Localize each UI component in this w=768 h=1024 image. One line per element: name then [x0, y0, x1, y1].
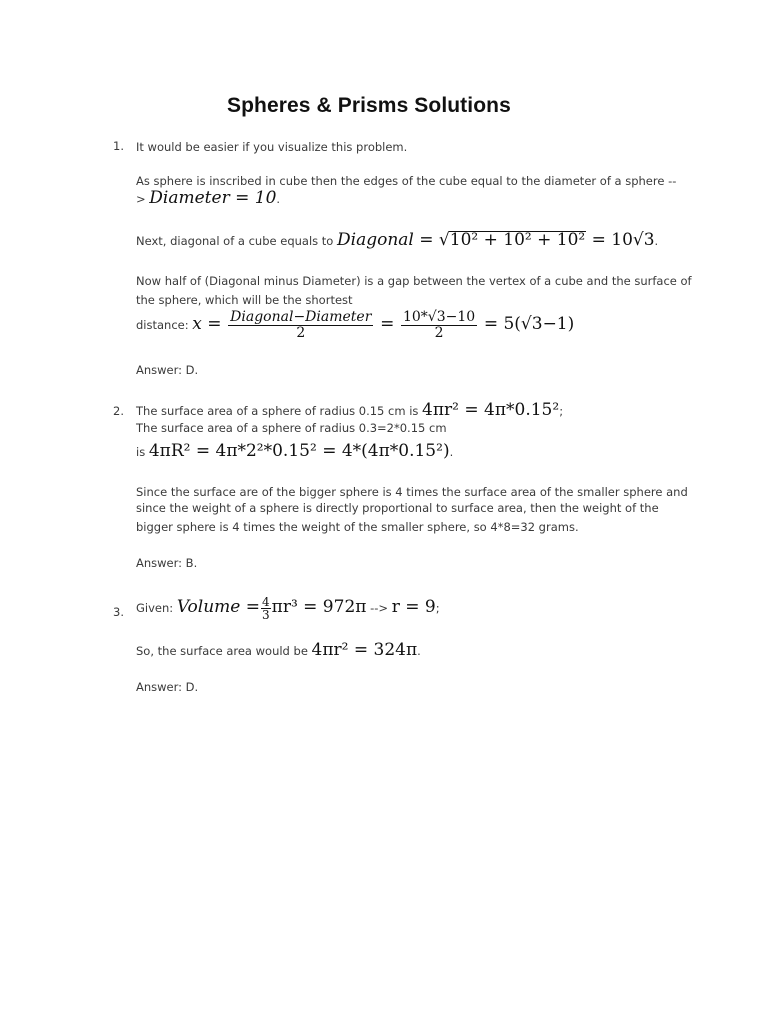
item-2-line2: The surface area of a sphere of radius 0.3=2*0.15 cm: [136, 421, 447, 435]
item-number: 2.: [113, 404, 124, 418]
line3-is: is: [136, 445, 146, 459]
line1-math: 4πr² = 4π*0.15²: [422, 400, 560, 420]
item-1-distance-line: distance: x = $\frac{\text{Diagonal−Diameter}}{2}$ = $\frac{10*√3-10}{2}$ = 5(√3−1): [136, 309, 575, 341]
item-3-answer: Answer: D.: [136, 680, 199, 694]
page-title: Spheres & Prisms Solutions: [227, 94, 511, 117]
item-number: 1.: [113, 139, 124, 153]
fraction-numerator: 10*√3−10: [402, 309, 476, 325]
volume-lhs: Volume: [176, 597, 241, 617]
item-2-line3: is 4πR² = 4π*2²*0.15² = 4*(4π*0.15²).: [136, 441, 454, 461]
distance-label: distance:: [136, 318, 189, 332]
diagonal-text: Next, diagonal of a cube equals to: [136, 234, 334, 248]
item-1-answer: Answer: D.: [136, 363, 199, 377]
arrow-text: >: [136, 192, 146, 206]
item-3-surface-line: So, the surface area would be 4πr² = 324π.: [136, 640, 421, 660]
item-1-intro: It would be easier if you visualize this problem.: [136, 140, 408, 154]
diameter-equation: Diameter = 10: [149, 188, 277, 208]
fraction-denominator: 2: [434, 325, 444, 341]
surface-text: So, the surface area would be: [136, 644, 308, 658]
given-label: Given:: [136, 601, 174, 615]
fraction-denominator: 2: [296, 325, 306, 341]
line3-math: 4πR² = 4π*2²*0.15² = 4*(4π*0.15²): [148, 441, 450, 461]
diagonal-rhs: 10√3: [611, 230, 655, 250]
item-2-answer: Answer: B.: [136, 556, 198, 570]
item-2-line1: The surface area of a sphere of radius 0.15 cm is 4πr² = 4π*0.15²;: [136, 400, 564, 420]
fraction-numerator: Diagonal−Diameter: [230, 309, 372, 325]
item-1-inscribed-text: As sphere is inscribed in cube then the edges of the cube equal to the diameter of a sphere --: [136, 174, 677, 188]
item-1-half-text-1: Now half of (Diagonal minus Diameter) is a gap between the vertex of a cube and the surface of: [136, 274, 692, 288]
item-2-para-3: bigger sphere is 4 times the weight of the smaller sphere, so 4*8=32 grams.: [136, 520, 579, 534]
item-2-para-1: Since the surface are of the bigger sphere is 4 times the surface area of the smaller sphere and: [136, 485, 688, 499]
arrow-text: -->: [370, 601, 389, 615]
r-result: r = 9: [391, 597, 436, 617]
item-number: 3.: [113, 605, 124, 619]
item-2-para-2: since the weight of a sphere is directly proportional to surface area, then the weight of the: [136, 501, 659, 515]
volume-frac-num: 4: [262, 595, 270, 609]
line1-text: The surface area of a sphere of radius 0.15 cm is: [136, 404, 419, 418]
diagonal-radicand: 10² + 10² + 10²: [449, 230, 586, 250]
distance-result: 5(√3−1): [503, 314, 575, 334]
volume-rhs: πr³ = 972π: [271, 597, 367, 617]
volume-frac-den: 3: [262, 608, 270, 622]
item-1-diameter-line: > Diameter = 10.: [136, 188, 281, 208]
surface-math: 4πr² = 324π: [311, 640, 418, 660]
item-3-given-line: Given: Volume = $\frac{4}{3}$ πr³ = 972π --> r = 9;: [136, 595, 440, 622]
diagonal-lhs: Diagonal: [337, 230, 414, 250]
item-1-half-text-2: the sphere, which will be the shortest: [136, 293, 353, 307]
item-1-diagonal-line: Next, diagonal of a cube equals to Diagonal = √10² + 10² + 10² = 10√3.: [136, 230, 659, 250]
